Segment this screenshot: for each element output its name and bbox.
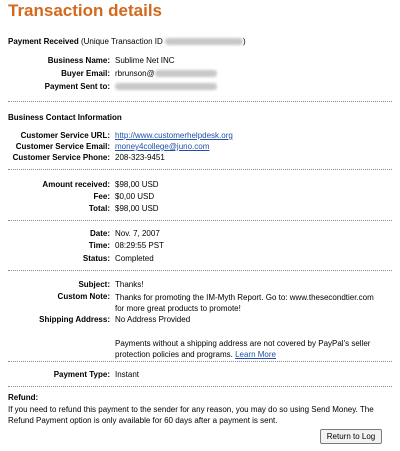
buyer-email-label: Buyer Email: [61, 69, 110, 78]
cs-phone-value: 208-323-9451 [115, 153, 165, 162]
return-to-log-button[interactable]: Return to Log [320, 429, 382, 444]
refund-heading: Refund: [8, 393, 39, 402]
time-label: Time: [88, 241, 110, 250]
buyer-email-row [0, 69, 400, 81]
fee-row [0, 192, 400, 204]
cs-phone-row [0, 153, 400, 165]
buyer-email-value [115, 69, 217, 78]
shipping-address-label: Shipping Address: [39, 315, 110, 324]
date-label: Date: [89, 229, 110, 238]
total-value: $98,00 USD [115, 204, 159, 213]
shipping-notice-text: Payments without a shipping address are not covered by PayPal's seller protection policies and programs. [115, 339, 371, 359]
amount-received-row [0, 180, 400, 192]
cs-email-label: Customer Service Email: [15, 142, 110, 151]
payment-sent-value [115, 82, 217, 91]
cs-url-link[interactable]: http://www.customerhelpdesk.org [115, 131, 233, 140]
business-name-row [0, 56, 400, 68]
shipping-notice [115, 338, 385, 360]
divider [8, 361, 392, 362]
cs-url-label: Customer Service URL: [20, 131, 110, 140]
divider [8, 270, 392, 271]
cs-phone-label: Customer Service Phone: [12, 153, 110, 162]
business-name-value: Sublime Net INC [115, 56, 175, 65]
business-name-label: Business Name: [47, 56, 110, 65]
payment-type-label: Payment Type: [53, 370, 110, 379]
payment-type-value: Instant [115, 370, 140, 379]
buyer-email-text: rbrunson@ [115, 69, 155, 78]
amount-received-label: Amount received: [42, 180, 110, 189]
subject-label: Subject: [78, 280, 110, 289]
status-value: Completed [115, 254, 154, 263]
subject-value: Thanks! [115, 280, 144, 289]
redacted-recipient-email [115, 83, 217, 90]
divider [8, 101, 392, 102]
custom-note-value: Thanks for promoting the IM-Myth Report. Go to: www.thesecondtier.com for more great products to promote! [115, 293, 374, 313]
amount-received-value: $98,00 USD [115, 180, 159, 189]
redacted-email-domain [155, 70, 217, 77]
subject-row [0, 280, 400, 292]
time-value: 08:29:55 PST [115, 241, 164, 250]
transaction-id-prefix: (Unique Transaction ID [80, 37, 163, 46]
fee-value: $0,00 USD [115, 192, 155, 201]
fee-label: Fee: [93, 192, 110, 201]
payment-received-line [8, 37, 246, 46]
payment-sent-label: Payment Sent to: [44, 82, 110, 91]
total-row [0, 204, 400, 216]
payment-sent-row [0, 82, 400, 94]
time-row [0, 241, 400, 253]
refund-text: If you need to refund this payment to the sender for any reason, you may do so using Send Money. The Refund Payment option is only available for 60 days after a payment is sent. [8, 405, 374, 425]
shipping-address-value: No Address Provided [115, 315, 191, 324]
page-title: Transaction details [8, 1, 162, 20]
redacted-transaction-id [165, 38, 243, 45]
divider [8, 386, 392, 387]
payment-received-heading: Payment Received [8, 37, 79, 46]
date-row [0, 229, 400, 241]
total-label: Total: [88, 204, 110, 213]
custom-note-label: Custom Note: [57, 292, 110, 301]
divider [8, 169, 392, 170]
status-row [0, 254, 400, 266]
contact-heading: Business Contact Information [8, 113, 122, 122]
payment-type-row [0, 370, 400, 382]
learn-more-link[interactable]: Learn More [235, 350, 276, 359]
transaction-id-suffix: ) [243, 37, 246, 46]
date-value: Nov. 7, 2007 [115, 229, 160, 238]
status-label: Status: [82, 254, 110, 263]
divider [8, 220, 392, 221]
shipping-address-row [0, 315, 400, 327]
cs-email-link[interactable]: money4college@juno.com [115, 142, 210, 151]
